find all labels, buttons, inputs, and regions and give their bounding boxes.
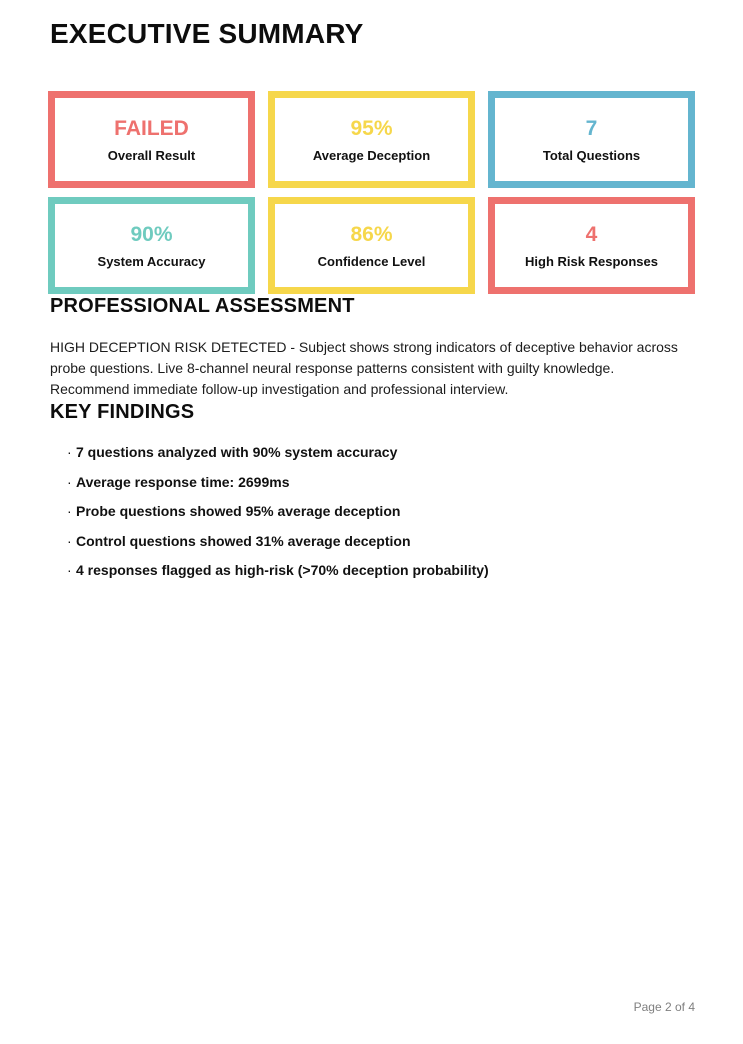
metric-value: 86% [350,222,393,246]
metric-card-high-risk-responses [488,197,695,294]
key-finding-item: · Control questions showed 31% average deception [67,534,695,548]
metric-value: 7 [585,116,598,140]
metric-value: FAILED [114,116,189,140]
metric-card-total-questions [488,91,695,188]
metric-value: 4 [585,222,598,246]
metric-label: Overall Result [107,147,196,163]
metric-value: 90% [130,222,173,246]
metric-label: Total Questions [542,147,641,163]
metric-label: System Accuracy [97,253,206,269]
metric-label: High Risk Responses [525,253,658,269]
metric-card-average-deception [268,91,475,188]
metric-card-overall-result [48,91,255,188]
metric-card-system-accuracy [48,197,255,294]
metric-card-confidence-level [268,197,475,294]
metric-label: Average Deception [312,147,431,163]
key-finding-item: · 4 responses flagged as high-risk (>70% deception probability) [67,563,695,577]
metric-label: Confidence Level [317,253,426,269]
professional-assessment-heading: PROFESSIONAL ASSESSMENT [50,295,355,318]
metric-value: 95% [350,116,393,140]
key-findings-heading: KEY FINDINGS [50,401,195,424]
professional-assessment-body: HIGH DECEPTION RISK DETECTED - Subject shows strong indicators of deceptive behavior across probe questions. Live 8-channel neural response patterns consistent with guilty knowledge. Recommend immediate follow-up investigation and professional interview. [50,339,678,398]
key-findings-list [48,445,695,577]
key-finding-item: · Average response time: 2699ms [67,475,695,489]
key-finding-item: · 7 questions analyzed with 90% system accuracy [67,445,695,459]
page-title: EXECUTIVE SUMMARY [50,18,364,49]
key-finding-item: · Probe questions showed 95% average deception [67,504,695,518]
summary-cards-grid [48,91,695,294]
page-number: Page 2 of 4 [633,1000,695,1014]
report-content [0,18,743,577]
